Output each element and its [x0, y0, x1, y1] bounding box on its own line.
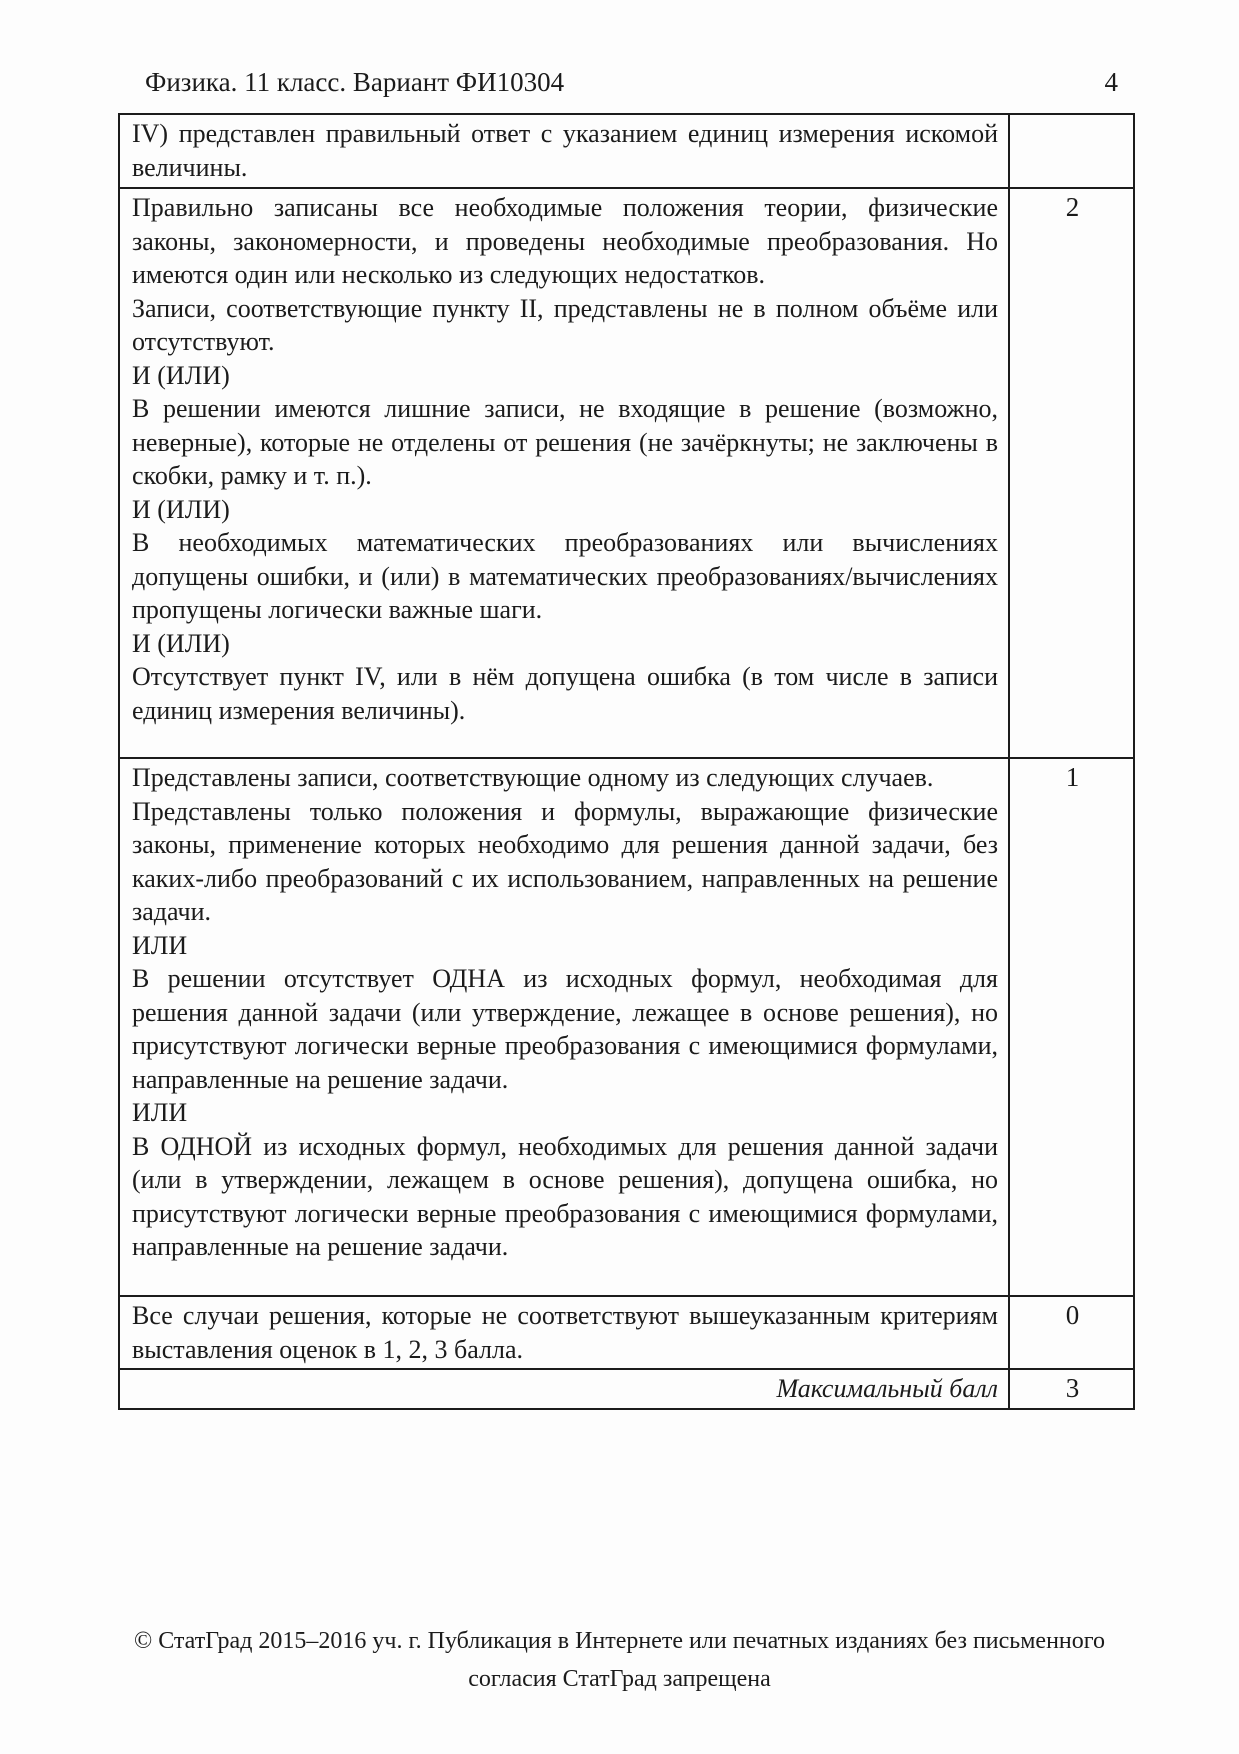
criteria-paragraph: В решении имеются лишние записи, не входящие в решение (возможно, неверные), которые не отделены от решения (не зачёркнуты; не заключены в скобки, рамку и т. п.).	[132, 394, 998, 490]
criteria-paragraph: ИЛИ	[132, 930, 188, 960]
criteria-paragraph: Представлены только положения и формулы, выражающие физические законы, применение которых необходимо для решения данной задачи, без каких-либо преобразований с их использованием, направленных на решение задачи.	[132, 796, 998, 926]
criteria-text-cell	[119, 188, 1009, 758]
score-cell: 1	[1009, 758, 1134, 1296]
page-number: 4	[1104, 67, 1118, 97]
grading-criteria-table	[118, 113, 1135, 1410]
score-cell: 2	[1009, 188, 1134, 758]
criteria-paragraph: В ОДНОЙ из исходных формул, необходимых для решения данной задачи (или в утверждении, лежащем в основе решения), допущена ошибка, но присутствуют логически верные преобразования с имеющимися формулами, направленные на решение задачи.	[132, 1131, 998, 1261]
max-score-label: Максимальный балл	[119, 1369, 1009, 1409]
criteria-paragraph: И (ИЛИ)	[132, 628, 230, 658]
criteria-paragraph: Все случаи решения, которые не соответствуют вышеуказанным критериям выставления оценок в 1, 2, 3 балла.	[132, 1301, 998, 1364]
criteria-paragraph: И (ИЛИ)	[132, 494, 230, 524]
copyright-footer	[0, 1622, 1239, 1698]
score-cell: 0	[1009, 1296, 1134, 1369]
criteria-paragraph: И (ИЛИ)	[132, 360, 230, 390]
criteria-text-cell	[119, 758, 1009, 1296]
criteria-paragraph: IV) представлен правильный ответ с указанием единиц измерения искомой величины.	[132, 119, 998, 182]
criteria-row-score-2	[119, 188, 1134, 758]
document-title: Физика. 11 класс. Вариант ФИ10304	[145, 67, 565, 97]
criteria-paragraph: В необходимых математических преобразованиях или вычислениях допущены ошибки, и (или) в математических преобразованиях/вычислениях пропущены логически важные шаги.	[132, 528, 998, 624]
criteria-paragraph: Правильно записаны все необходимые положения теории, физические законы, закономерности, и проведены необходимые преобразования. Но имеются один или несколько из следующих недостатков.	[132, 193, 998, 289]
max-score-row	[119, 1369, 1134, 1409]
score-cell	[1009, 114, 1134, 188]
max-score-value: 3	[1009, 1369, 1134, 1409]
criteria-row-score-1	[119, 758, 1134, 1296]
copyright-line-2: согласия СтатГрад запрещена	[468, 1666, 771, 1692]
criteria-paragraph: ИЛИ	[132, 1098, 188, 1127]
criteria-paragraph: Отсутствует пункт IV, или в нём допущена ошибка (в том числе в записи единиц измерения величины).	[132, 662, 998, 725]
criteria-paragraph: Записи, соответствующие пункту II, представлены не в полном объёме или отсутствуют.	[132, 293, 998, 356]
copyright-line-1: © СтатГрад 2015–2016 уч. г. Публикация в Интернете или печатных изданиях без письменного	[133, 1628, 1106, 1654]
criteria-paragraph: Представлены записи, соответствующие одному из следующих случаев.	[132, 763, 934, 792]
criteria-row-continuation	[119, 114, 1134, 188]
criteria-text-cell	[119, 114, 1009, 188]
document-header	[145, 66, 1130, 98]
criteria-text-cell	[119, 1296, 1009, 1369]
criteria-paragraph: В решении отсутствует ОДНА из исходных формул, необходимая для решения данной задачи (или утверждение, лежащее в основе решения), но присутствуют логически верные преобразования с имеющимися формулами, направленные на решение задачи.	[132, 964, 998, 1094]
criteria-row-score-0	[119, 1296, 1134, 1369]
